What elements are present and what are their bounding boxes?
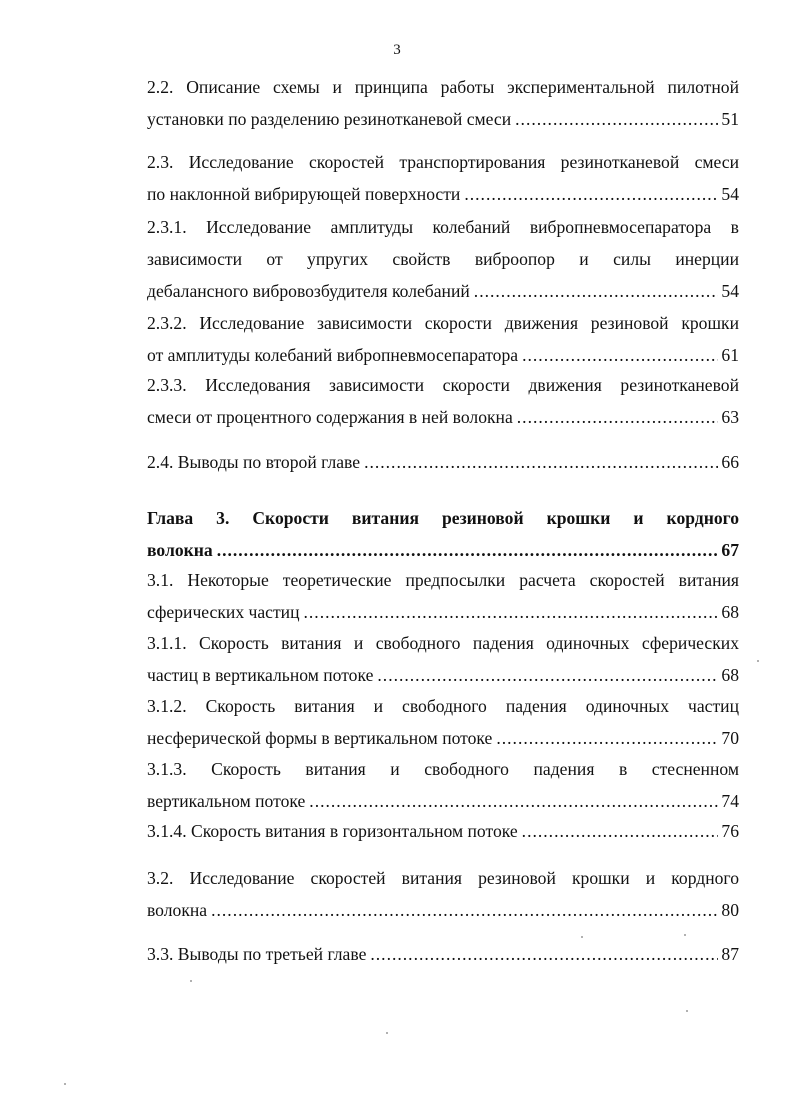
- toc-entry-title-end: дебалансного вибровозбудителя колебаний: [147, 281, 470, 301]
- toc-entry-3-2: [147, 862, 739, 926]
- scan-speck: [64, 1083, 66, 1085]
- toc-page-number: 51: [721, 109, 739, 129]
- toc-page-number: 66: [721, 452, 739, 472]
- toc-entry-3-1-2: [147, 690, 739, 754]
- toc-entry-2-4: [147, 446, 739, 478]
- scan-speck: [581, 936, 583, 938]
- toc-entry-title-end: по наклонной вибрирующей поверхности: [147, 184, 461, 204]
- toc-entry-title-end: волокна: [147, 540, 213, 560]
- toc-entry-3-3: [147, 938, 739, 970]
- toc-entry-last-line: [147, 446, 739, 478]
- toc-entry-last-line: [147, 339, 739, 371]
- toc-entry-line: 2.3.3. Исследования зависимости скорости движения резинотканевой: [147, 375, 739, 395]
- dot-leader: [464, 178, 718, 210]
- dot-leader: [211, 894, 718, 926]
- dot-leader: [522, 339, 718, 371]
- toc-entry-last-line: [147, 938, 739, 970]
- scan-speck: [686, 1010, 688, 1012]
- toc-entry-last-line: [147, 894, 739, 926]
- toc-page-number: 87: [721, 944, 739, 964]
- toc-entry-3-1-3: [147, 753, 739, 817]
- toc-entry-last-line: [147, 596, 739, 628]
- dot-leader: [370, 938, 718, 970]
- toc-entry-last-line: [147, 103, 739, 135]
- toc-page-number: 76: [721, 821, 739, 841]
- dot-leader: [377, 659, 718, 691]
- toc-entry-chapter-3: [147, 502, 739, 566]
- dot-leader: [515, 103, 718, 135]
- toc-entry-last-line: [147, 785, 739, 817]
- toc-page-number: 54: [721, 281, 739, 301]
- toc-entry-line: 2.3.2. Исследование зависимости скорости движения резиновой крошки: [147, 313, 739, 333]
- toc-page-number: 63: [721, 407, 739, 427]
- toc-page-number: 74: [721, 791, 739, 811]
- toc-entry-title-end: 3.3. Выводы по третьей главе: [147, 944, 367, 964]
- toc-entry-line: 3.1.3. Скорость витания и свободного падения в стесненном: [147, 759, 739, 779]
- toc-entry-line: 3.1. Некоторые теоретические предпосылки расчета скоростей витания: [147, 570, 739, 590]
- toc-entry-last-line: [147, 659, 739, 691]
- toc-entry-line: 2.3.1. Исследование амплитуды колебаний вибропневмосепаратора в: [147, 217, 739, 237]
- toc-entry-title-end: вертикальном потоке: [147, 791, 306, 811]
- toc-entry-title-end: волокна: [147, 900, 208, 920]
- toc-page-number: 80: [721, 900, 739, 920]
- toc-entry-title-end: смеси от процентного содержания в ней волокна: [147, 407, 513, 427]
- toc-entry-last-line: [147, 534, 739, 566]
- toc-entry-line: 2.3. Исследование скоростей транспортирования резинотканевой смеси: [147, 152, 739, 172]
- toc-entry-3-1-1: [147, 627, 739, 691]
- dot-leader: [517, 401, 719, 433]
- toc-page-number: 54: [721, 184, 739, 204]
- dot-leader: [364, 446, 718, 478]
- dot-leader: [309, 785, 718, 817]
- dot-leader: [496, 722, 718, 754]
- toc-entry-2-3-2: [147, 307, 739, 371]
- toc-entry-title-end: 2.4. Выводы по второй главе: [147, 452, 361, 472]
- toc-page-number: 67: [721, 540, 739, 560]
- toc-entry-3-1: [147, 564, 739, 628]
- toc-entry-title-end: сферических частиц: [147, 602, 300, 622]
- toc-entry-line: 3.1.1. Скорость витания и свободного падения одиночных сферических: [147, 633, 739, 653]
- scan-speck: [386, 1032, 388, 1034]
- scan-speck: [684, 934, 686, 936]
- toc-entry-title-end: 3.1.4. Скорость витания в горизонтальном потоке: [147, 821, 518, 841]
- toc-entry-last-line: [147, 401, 739, 433]
- toc-entry-line: Глава 3. Скорости витания резиновой крошки и кордного: [147, 508, 739, 528]
- toc-entry-last-line: [147, 275, 739, 307]
- dot-leader: [522, 815, 719, 847]
- toc-entry-2-3-3: [147, 369, 739, 433]
- toc-entry-3-1-4: [147, 815, 739, 847]
- dot-leader: [217, 534, 719, 566]
- toc-entry-last-line: [147, 178, 739, 210]
- toc-entry-title-end: частиц в вертикальном потоке: [147, 665, 374, 685]
- page-number: 3: [393, 42, 401, 58]
- scan-speck: [190, 980, 192, 982]
- toc-entry-2-2: [147, 71, 739, 135]
- toc-page-number: 70: [721, 728, 739, 748]
- dot-leader: [304, 596, 719, 628]
- toc-entry-title-end: от амплитуды колебаний вибропневмосепаратора: [147, 345, 519, 365]
- toc-entry-line: 2.2. Описание схемы и принципа работы экспериментальной пилотной: [147, 77, 739, 97]
- toc-entry-line: зависимости от упругих свойств виброопор и силы инерции: [147, 249, 739, 269]
- toc-entry-2-3: [147, 146, 739, 210]
- toc-entry-title-end: несферической формы в вертикальном потоке: [147, 728, 493, 748]
- dot-leader: [474, 275, 719, 307]
- toc-page-number: 68: [721, 665, 739, 685]
- toc-entry-line: 3.1.2. Скорость витания и свободного падения одиночных частиц: [147, 696, 739, 716]
- toc-entry-last-line: [147, 815, 739, 847]
- toc-entry-line: 3.2. Исследование скоростей витания резиновой крошки и кордного: [147, 868, 739, 888]
- toc-page-number: 68: [721, 602, 739, 622]
- toc-entry-title-end: установки по разделению резинотканевой смеси: [147, 109, 512, 129]
- toc-entry-last-line: [147, 722, 739, 754]
- toc-entry-2-3-1: [147, 211, 739, 307]
- scan-speck: [757, 660, 759, 662]
- toc-page-number: 61: [721, 345, 739, 365]
